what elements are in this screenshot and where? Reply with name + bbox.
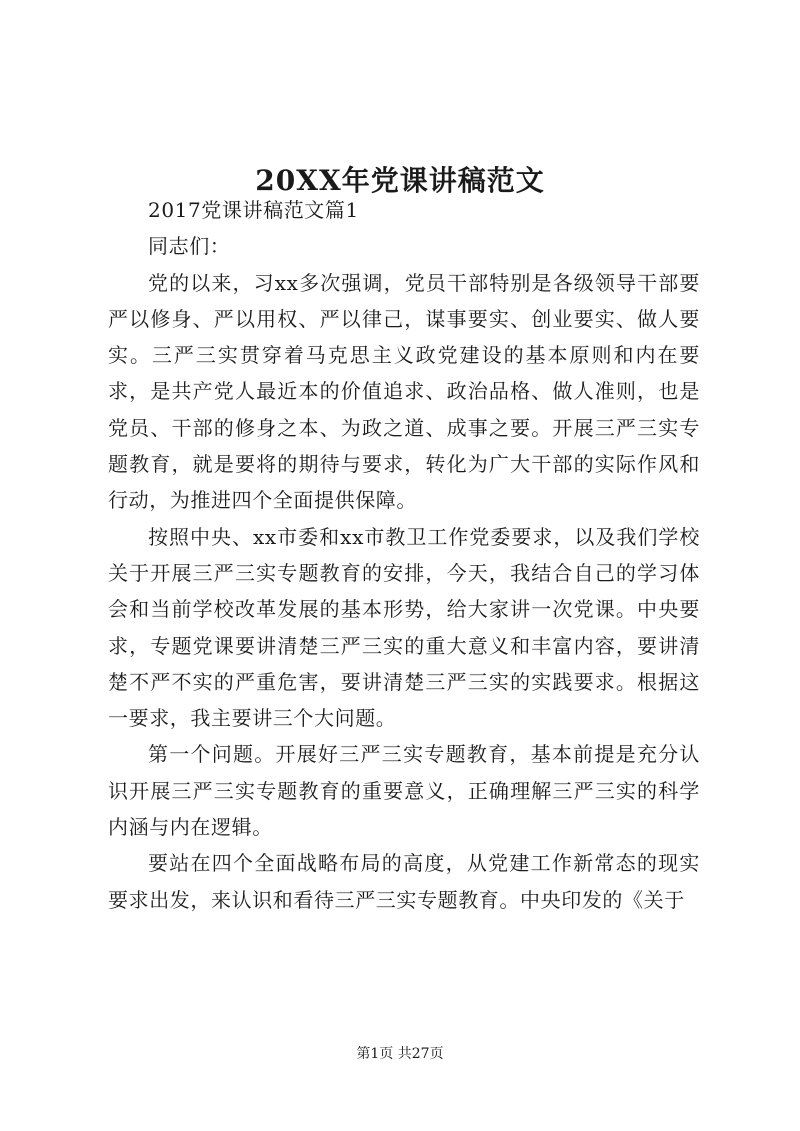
paragraph: 党的以来，习xx多次强调，党员干部特别是各级领导干部要严以修身、严以用权、严以律己，谋事要实、创业要实、做人要实。三严三实贯穿着马克思主义政党建设的基本原则和内在要求，是共产党人最近本的价值追求、政治品格、做人准则，也是党员、干部的修身之本、为政之道、成事之要。开展三严三实专题教育，就是要将的期待与要求，转化为广大干部的实际作风和行动，为推进四个全面提供保障。 [108, 270, 700, 513]
paragraph: 要站在四个全面战略布局的高度，从党建工作新常态的现实要求出发，来认识和看待三严三实专题教育。中央印发的《关于 [108, 851, 700, 912]
salutation: 同志们： [148, 234, 231, 259]
document-body [108, 192, 700, 918]
page-number-footer: 第1页 共27页 [356, 1046, 444, 1062]
document-title: 20XX年党课讲稿范文 [255, 163, 545, 197]
paragraph: 按照中央、xx市委和xx市教卫工作党委要求，以及我们学校关于开展三严三实专题教育的安排，今天，我结合自己的学习体会和当前学校改革发展的基本形势，给大家讲一次党课。中央要求，专题党课要讲清楚三严三实的重大意义和丰富内容，要讲清楚不严不实的严重危害，要讲清楚三严三实的实践要求。根据这一要求，我主要讲三个大问题。 [108, 524, 700, 731]
paragraph: 第一个问题。开展好三严三实专题教育，基本前提是充分认识开展三严三实专题教育的重要意义，正确理解三严三实的科学内涵与内在逻辑。 [108, 742, 700, 840]
section-heading: 2017党课讲稿范文篇1 [148, 198, 359, 222]
